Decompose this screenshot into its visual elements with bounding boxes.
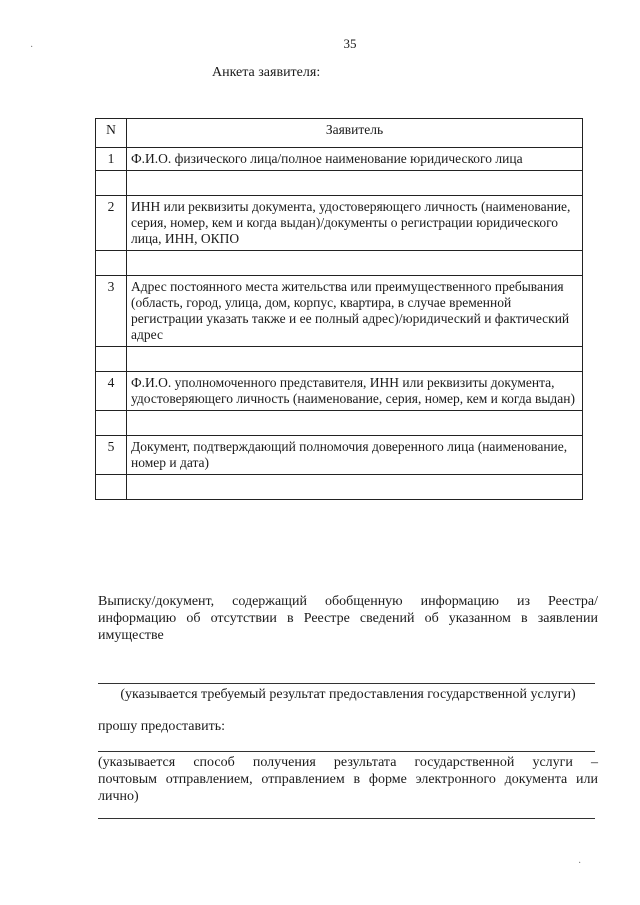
extract-paragraph: [98, 593, 598, 644]
row-num: 1: [96, 148, 127, 171]
input-cell[interactable]: [127, 347, 583, 372]
input-cell[interactable]: [127, 171, 583, 196]
applicant-table: [95, 118, 583, 500]
row-label: ИНН или реквизиты документа, удостоверяющего личность (наименование, серия, номер, кем и когда выдан)/документы о регистрации юридического лица, ИНН, ОКПО: [127, 196, 583, 251]
table-header-row: [96, 119, 583, 148]
result-input-line[interactable]: [98, 683, 595, 684]
input-row[interactable]: [96, 171, 583, 196]
table-row: [96, 196, 583, 251]
input-row[interactable]: [96, 347, 583, 372]
row-num: 4: [96, 372, 127, 411]
row-num: 5: [96, 436, 127, 475]
header-label: Заявитель: [127, 119, 583, 148]
row-label: Документ, подтверждающий полномочия доверенного лица (наименование, номер и дата): [127, 436, 583, 475]
input-row[interactable]: [96, 411, 583, 436]
method-hint: [98, 754, 598, 805]
row-num: 3: [96, 276, 127, 347]
input-cell[interactable]: [127, 475, 583, 500]
row-label: Ф.И.О. физического лица/полное наименование юридического лица: [127, 148, 583, 171]
scan-mark: ·: [578, 858, 582, 869]
extract-line: имуществе: [98, 628, 164, 643]
input-cell[interactable]: [127, 411, 583, 436]
row-num: 2: [96, 196, 127, 251]
input-cell[interactable]: [127, 251, 583, 276]
method-input-line[interactable]: [98, 751, 595, 752]
result-hint: (указывается требуемый результат предоставления государственной услуги): [120, 687, 576, 702]
table-row: [96, 372, 583, 411]
method-hint-line: почтовым отправлением, отправлением в форме электронного документа или: [98, 772, 598, 787]
row-label: Адрес постоянного места жительства или преимущественного пребывания (область, город, улица, дом, корпус, квартира, в случае временной регистрации указать также и ее полный адрес)/юридический и фактический адрес: [127, 276, 583, 347]
extract-line: информацию об отсутствии в Реестре сведений об указанном в заявлении: [98, 611, 598, 626]
input-row[interactable]: [96, 251, 583, 276]
input-row[interactable]: [96, 475, 583, 500]
scan-mark: ·: [30, 42, 34, 53]
method-hint-line: лично): [98, 789, 139, 804]
bottom-input-line[interactable]: [98, 818, 595, 819]
table-row: [96, 436, 583, 475]
form-title: Анкета заявителя:: [212, 65, 321, 80]
table-row: [96, 276, 583, 347]
method-hint-line: (указывается способ получения результата государственной услуги –: [98, 755, 598, 770]
row-label: Ф.И.О. уполномоченного представителя, ИНН или реквизиты документа, удостоверяющего личность (наименование, серия, номер, кем и когда выдан): [127, 372, 583, 411]
page-number: 35: [343, 36, 357, 51]
table-row: [96, 148, 583, 171]
header-num: N: [96, 119, 127, 148]
request-label: прошу предоставить:: [98, 719, 225, 734]
extract-line: Выписку/документ, содержащий обобщенную информацию из Реестра/: [98, 594, 598, 609]
